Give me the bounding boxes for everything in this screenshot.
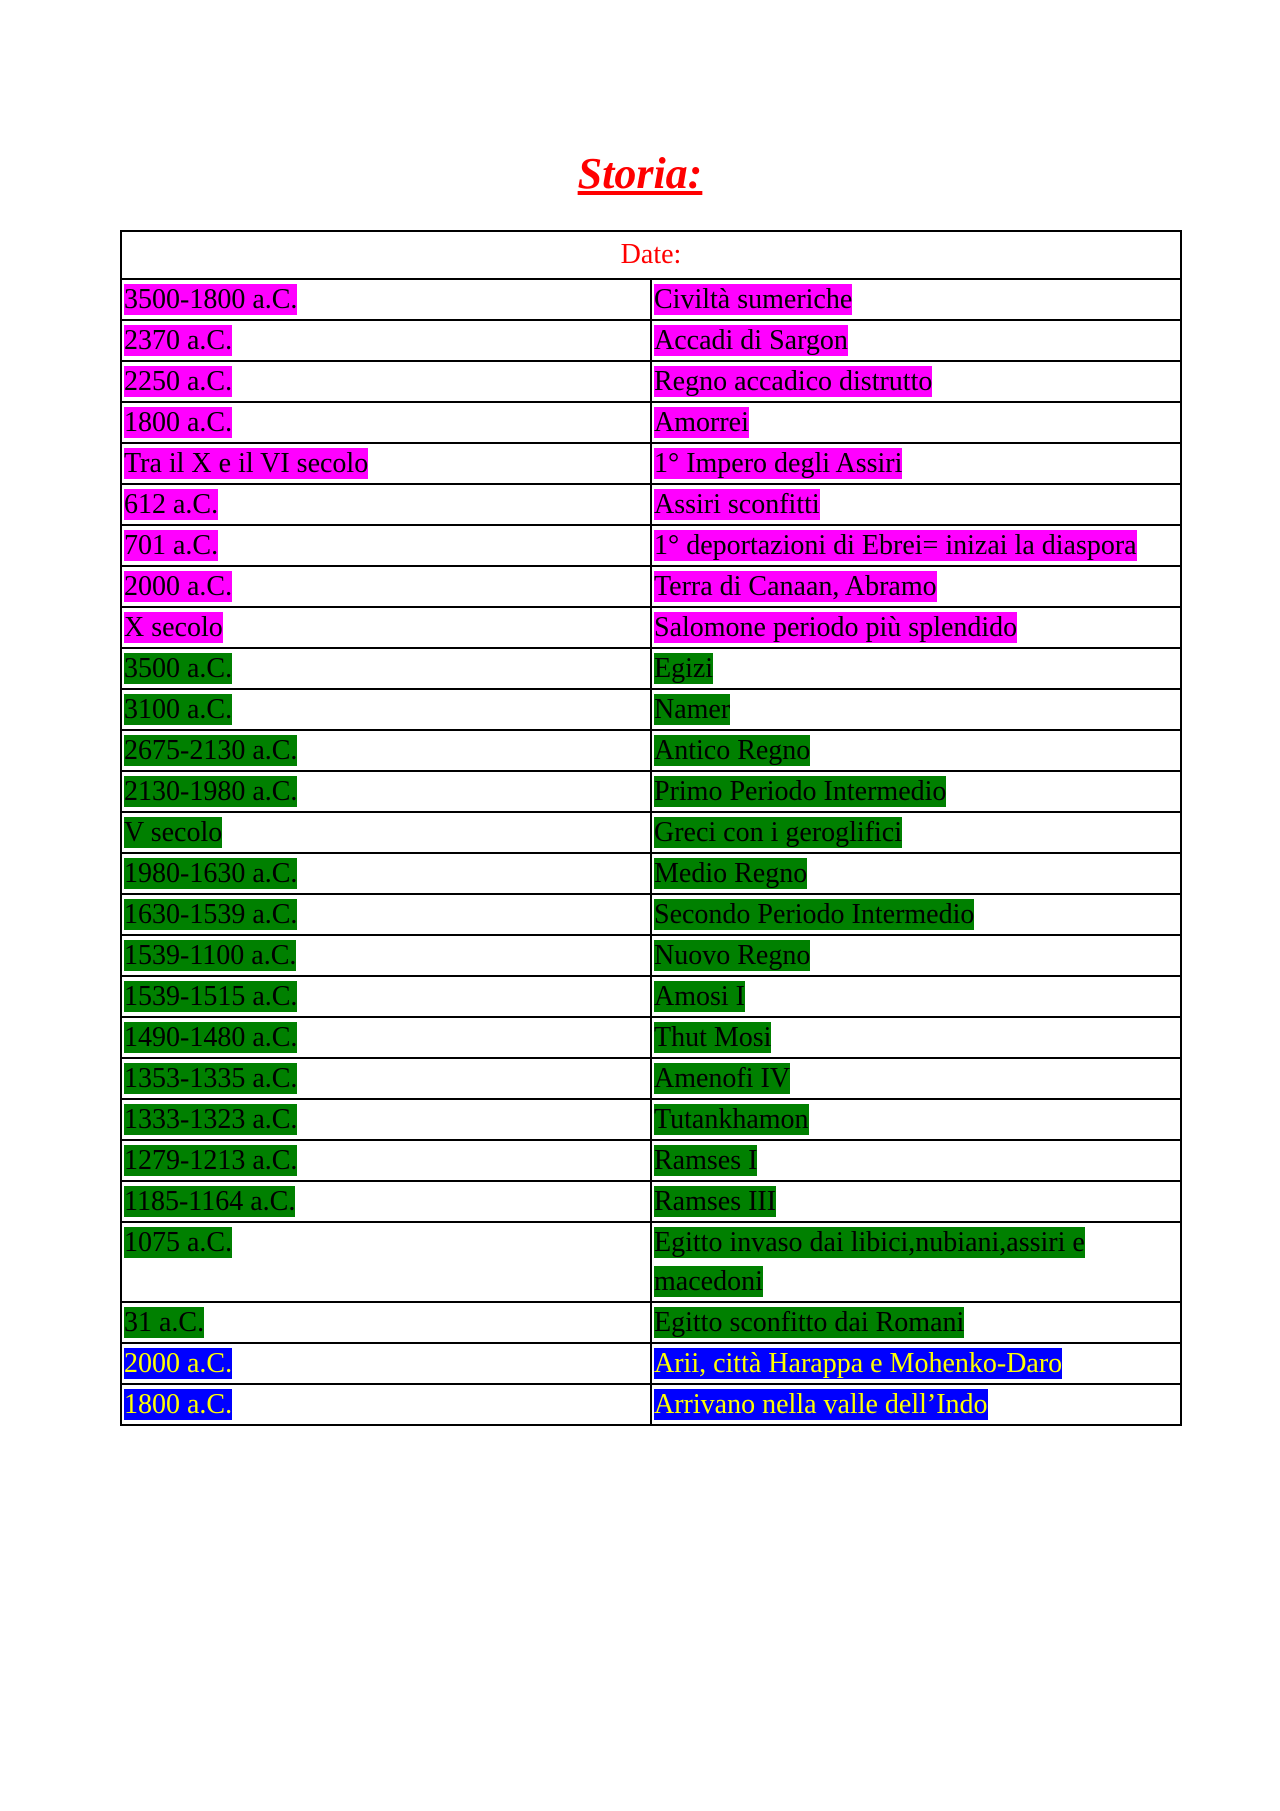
date-text: 1980-1630 a.C. <box>124 858 298 889</box>
event-text: Civiltà sumeriche <box>654 284 853 315</box>
event-text: Terra di Canaan, Abramo <box>654 571 937 602</box>
date-cell <box>121 812 651 853</box>
event-text: Ramses I <box>654 1145 758 1176</box>
date-text: 3500-1800 a.C. <box>124 284 298 315</box>
date-text: 3500 a.C. <box>124 653 233 684</box>
event-cell <box>651 320 1181 361</box>
date-cell <box>121 1099 651 1140</box>
table-row <box>121 484 1181 525</box>
event-text: Egizi <box>654 653 714 684</box>
date-text: 1075 a.C. <box>124 1227 233 1258</box>
date-text: 2675-2130 a.C. <box>124 735 298 766</box>
event-text: Secondo Periodo Intermedio <box>654 899 975 930</box>
date-text: 612 a.C. <box>124 489 219 520</box>
table-row <box>121 771 1181 812</box>
date-cell <box>121 853 651 894</box>
event-cell <box>651 1302 1181 1343</box>
event-text: 1° deportazioni di Ebrei= inizai la diaspora <box>654 530 1137 561</box>
date-cell <box>121 1222 651 1302</box>
date-text: 31 a.C. <box>124 1307 205 1338</box>
event-text: Regno accadico distrutto <box>654 366 933 397</box>
date-cell <box>121 771 651 812</box>
event-cell <box>651 402 1181 443</box>
event-cell <box>651 1343 1181 1384</box>
event-text: Primo Periodo Intermedio <box>654 776 947 807</box>
table-row <box>121 689 1181 730</box>
event-cell <box>651 1058 1181 1099</box>
page-title: Storia: <box>577 149 703 198</box>
event-text: Thut Mosi <box>654 1022 772 1053</box>
event-cell <box>651 443 1181 484</box>
table-row <box>121 443 1181 484</box>
table-row <box>121 976 1181 1017</box>
event-text: Medio Regno <box>654 858 808 889</box>
table-header-row <box>121 231 1181 279</box>
date-cell <box>121 935 651 976</box>
date-text: Tra il X e il VI secolo <box>124 448 369 479</box>
event-cell <box>651 771 1181 812</box>
date-cell <box>121 1343 651 1384</box>
event-text: Ramses III <box>654 1186 777 1217</box>
table-row <box>121 566 1181 607</box>
date-cell <box>121 730 651 771</box>
table-row <box>121 894 1181 935</box>
table-row <box>121 1302 1181 1343</box>
date-cell <box>121 566 651 607</box>
table-row <box>121 361 1181 402</box>
date-text: 1490-1480 a.C. <box>124 1022 298 1053</box>
table-row <box>121 730 1181 771</box>
date-cell <box>121 976 651 1017</box>
table-row <box>121 853 1181 894</box>
event-text: Amenofi IV <box>654 1063 791 1094</box>
table-row <box>121 1384 1181 1425</box>
date-text: 3100 a.C. <box>124 694 233 725</box>
event-text: Antico Regno <box>654 735 811 766</box>
date-cell <box>121 484 651 525</box>
table-row <box>121 525 1181 566</box>
date-cell <box>121 1384 651 1425</box>
event-cell <box>651 361 1181 402</box>
table-row <box>121 279 1181 320</box>
event-text: Greci con i geroglifici <box>654 817 903 848</box>
date-text: X secolo <box>124 612 223 643</box>
date-text: 1630-1539 a.C. <box>124 899 298 930</box>
event-text: Amosi I <box>654 981 745 1012</box>
date-cell <box>121 894 651 935</box>
table-row <box>121 1343 1181 1384</box>
date-text: 2130-1980 a.C. <box>124 776 298 807</box>
date-text: 701 a.C. <box>124 530 219 561</box>
table-row <box>121 1140 1181 1181</box>
event-cell <box>651 1099 1181 1140</box>
event-text: 1° Impero degli Assiri <box>654 448 903 479</box>
event-cell <box>651 1222 1181 1302</box>
event-text: Egitto invaso dai libici,nubiani,assiri e macedoni <box>654 1227 1085 1297</box>
date-text: 1800 a.C. <box>124 1389 233 1420</box>
date-text: 1539-1100 a.C. <box>124 940 297 971</box>
event-text: Nuovo Regno <box>654 940 811 971</box>
table-row <box>121 648 1181 689</box>
table-body <box>121 231 1181 1425</box>
event-cell <box>651 730 1181 771</box>
date-text: 1800 a.C. <box>124 407 233 438</box>
table-row <box>121 1222 1181 1302</box>
table-row <box>121 1099 1181 1140</box>
date-text: 2000 a.C. <box>124 571 233 602</box>
event-cell <box>651 689 1181 730</box>
date-text: 2250 a.C. <box>124 366 233 397</box>
date-cell <box>121 607 651 648</box>
date-cell <box>121 525 651 566</box>
date-text: 1539-1515 a.C. <box>124 981 298 1012</box>
table-row <box>121 1017 1181 1058</box>
event-cell <box>651 607 1181 648</box>
date-cell <box>121 402 651 443</box>
dates-table <box>120 230 1182 1426</box>
event-cell <box>651 976 1181 1017</box>
table-row <box>121 935 1181 976</box>
table-header-cell: Date: <box>121 231 1181 279</box>
date-cell <box>121 1302 651 1343</box>
date-cell <box>121 1058 651 1099</box>
event-cell <box>651 1017 1181 1058</box>
event-text: Salomone periodo più splendido <box>654 612 1018 643</box>
event-cell <box>651 279 1181 320</box>
event-cell <box>651 484 1181 525</box>
event-cell <box>651 1181 1181 1222</box>
event-cell <box>651 525 1181 566</box>
date-cell <box>121 1181 651 1222</box>
table-row <box>121 607 1181 648</box>
event-cell <box>651 648 1181 689</box>
date-text: 1279-1213 a.C. <box>124 1145 298 1176</box>
event-cell <box>651 853 1181 894</box>
date-text: V secolo <box>124 817 223 848</box>
event-cell <box>651 935 1181 976</box>
event-text: Amorrei <box>654 407 749 438</box>
table-row <box>121 320 1181 361</box>
table-row <box>121 1058 1181 1099</box>
date-cell <box>121 689 651 730</box>
table-row <box>121 812 1181 853</box>
table-row <box>121 1181 1181 1222</box>
date-text: 2000 a.C. <box>124 1348 233 1379</box>
date-text: 1333-1323 a.C. <box>124 1104 298 1135</box>
event-text: Arii, città Harappa e Mohenko-Daro <box>654 1348 1063 1379</box>
event-cell <box>651 812 1181 853</box>
event-text: Assiri sconfitti <box>654 489 820 520</box>
table-row <box>121 402 1181 443</box>
event-cell <box>651 566 1181 607</box>
event-cell <box>651 894 1181 935</box>
event-text: Tutankhamon <box>654 1104 809 1135</box>
event-text: Namer <box>654 694 731 725</box>
event-text: Arrivano nella valle dell’Indo <box>654 1389 988 1420</box>
date-text: 1353-1335 a.C. <box>124 1063 298 1094</box>
date-cell <box>121 320 651 361</box>
date-cell <box>121 648 651 689</box>
event-text: Accadi di Sargon <box>654 325 848 356</box>
date-cell <box>121 443 651 484</box>
event-text: Egitto sconfitto dai Romani <box>654 1307 965 1338</box>
date-text: 2370 a.C. <box>124 325 233 356</box>
date-cell <box>121 1140 651 1181</box>
event-cell <box>651 1140 1181 1181</box>
date-text: 1185-1164 a.C. <box>124 1186 296 1217</box>
date-cell <box>121 279 651 320</box>
date-cell <box>121 361 651 402</box>
event-cell <box>651 1384 1181 1425</box>
date-cell <box>121 1017 651 1058</box>
